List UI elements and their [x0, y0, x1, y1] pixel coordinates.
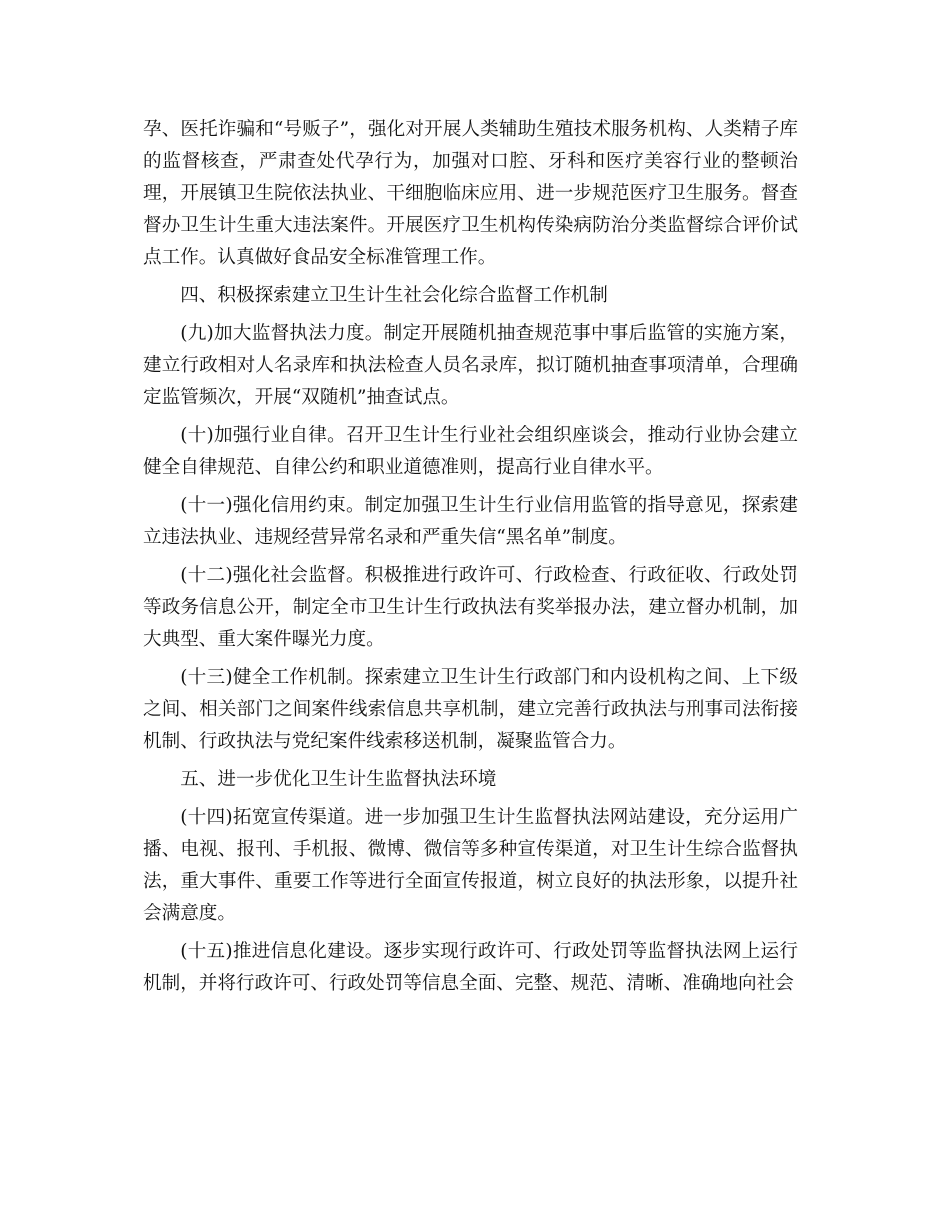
- paragraph-item-13: (十三)健全工作机制。探索建立卫生计生行政部门和内设机构之间、上下级之间、相关部门之间案件线索信息共享机制，建立完善行政执法与刑事司法衔接机制、行政执法与党纪案件线索移送机制，凝聚监管合力。: [143, 667, 798, 752]
- paragraph-item-14: (十四)拓宽宣传渠道。进一步加强卫生计生监督执法网站建设，充分运用广播、电视、报刊、手机报、微博、微信等多种宣传渠道，对卫生计生综合监督执法，重大事件、重要工作等进行全面宣传报道，树立良好的执法形象，以提升社会满意度。: [143, 807, 798, 924]
- paragraph-item-15: (十五)推进信息化建设。逐步实现行政许可、行政处罚等监督执法网上运行机制，并将行政许可、行政处罚等信息全面、完整、规范、清晰、准确地向社会: [143, 941, 798, 994]
- paragraph-item-10: (十)加强行业自律。召开卫生计生行业社会组织座谈会，推动行业协会建立健全自律规范、自律公约和职业道德准则，提高行业自律水平。: [143, 425, 798, 478]
- section-heading-5: 五、进一步优化卫生计生监督执法环境: [180, 769, 497, 790]
- paragraph-item-12: (十二)强化社会监督。积极推进行政许可、行政检查、行政征收、行政处罚等政务信息公开，制定全市卫生计生行政执法有奖举报办法，建立督办机制，加大典型、重大案件曝光力度。: [143, 565, 798, 650]
- section-heading-4: 四、积极探索建立卫生计生社会化综合监督工作机制: [180, 285, 608, 306]
- document-body: [143, 114, 798, 1006]
- paragraph-item-11: (十一)强化信用约束。制定加强卫生计生行业信用监管的指导意见，探索建立违法执业、违规经营异常名录和严重失信“黑名单”制度。: [143, 495, 798, 548]
- paragraph-continuation: 孕、医托诈骗和“号贩子”，强化对开展人类辅助生殖技术服务机构、人类精子库的监督核查，严肃查处代孕行为，加强对口腔、牙科和医疗美容行业的整顿治理，开展镇卫生院依法执业、干细胞临床应用、进一步规范医疗卫生服务。督查督办卫生计生重大违法案件。开展医疗卫生机构传染病防治分类监督综合评价试点工作。认真做好食品安全标准管理工作。: [143, 119, 798, 268]
- paragraph-item-9: (九)加大监督执法力度。制定开展随机抽查规范事中事后监管的实施方案，建立行政相对人名录库和执法检查人员名录库，拟订随机抽查事项清单，合理确定监管频次，开展“双随机”抽查试点。: [143, 323, 798, 408]
